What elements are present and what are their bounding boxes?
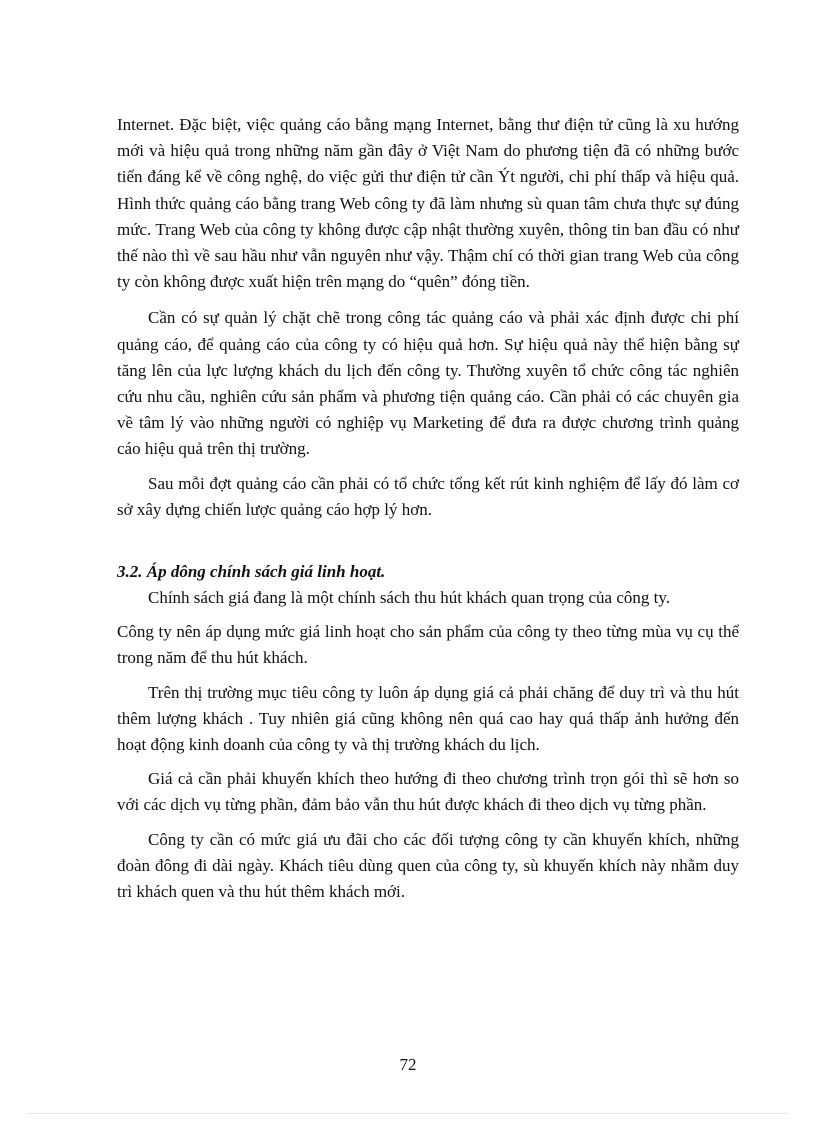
footer-divider	[28, 1113, 788, 1114]
paragraph-target-market-pricing: Trên thị trường mục tiêu công ty luôn áp dụng giá cả phải chăng để duy trì và thu hút thêm lượng khách . Tuy nhiên giá cũng không nên quá cao hay quá thấp ảnh hưởng đến hoạt động kinh doanh của công ty và thị trường khách du lịch.	[117, 682, 739, 755]
paragraph-advertising-review: Sau mỗi đợt quảng cáo cần phải có tổ chức tổng kết rút kinh nghiệm để lấy đó làm cơ sở xây dựng chiến lược quảng cáo hợp lý hơn.	[117, 473, 739, 519]
paragraph-package-pricing: Giá cả cần phải khuyến khích theo hướng đi theo chương trình trọn gói thì sẽ hơn so với các dịch vụ từng phần, đảm bảo vẫn thu hút được khách đi theo dịch vụ từng phần.	[117, 769, 739, 815]
paragraph-internet-advertising: Internet. Đặc biệt, việc quảng cáo bằng mạng Internet, bằng thư điện tử cũng là xu hướng mới và hiệu quả trong những năm gần đây ở Việt Nam do phương tiện đã có những bước tiến đáng kể về công nghệ, do việc gửi thư điện tử cần Ýt người, chi phí thấp và hiệu quả. Hình thức quảng cáo bằng trang Web công ty đã làm nhưng sù quan tâm chưa thực sự đúng mức. Trang Web của công ty không được cập nhật thường xuyên, thông tin ban đầu có như thế nào thì về sau hầu như vẫn nguyên như vậy. Thậm chí có thời gian trang Web của công ty còn không được xuất hiện trên mạng do “quên” đóng tiền.	[117, 115, 739, 292]
paragraph-flexible-pricing: Công ty nên áp dụng mức giá linh hoạt cho sản phẩm của công ty theo từng mùa vụ cụ thể trong năm để thu hút khách.	[117, 622, 739, 668]
page-body	[117, 112, 739, 905]
section-heading: 3.2. Áp dông chính sách giá linh hoạt.	[117, 562, 386, 582]
page-number: 72	[399, 1055, 417, 1074]
paragraph-pricing-policy: Chính sách giá đang là một chính sách thu hút khách quan trọng của công ty.	[148, 588, 670, 608]
paragraph-advertising-management: Cần có sự quản lý chặt chẽ trong công tác quảng cáo và phải xác định được chi phí quảng cáo, để quảng cáo của công ty có hiệu quả hơn. Sự hiệu quả này thể hiện bằng sự tăng lên của lực lượng khách du lịch đến công ty. Thường xuyên tổ chức công tác nghiên cứu nhu cầu, nghiên cứu sản phẩm và phương tiện quảng cáo. Cần phải có các chuyên gia về tâm lý vào những người có nghiệp vụ Marketing để đưa ra được chương trình quảng cáo hiệu quả trên thị trường.	[117, 308, 739, 459]
paragraph-discount-pricing: Công ty cần có mức giá ưu đãi cho các đối tượng công ty cần khuyến khích, những đoàn đông đi dài ngày. Khách tiêu dùng quen của công ty, sù khuyến khích này nhằm duy trì khách quen và thu hút thêm khách mới.	[117, 829, 739, 902]
